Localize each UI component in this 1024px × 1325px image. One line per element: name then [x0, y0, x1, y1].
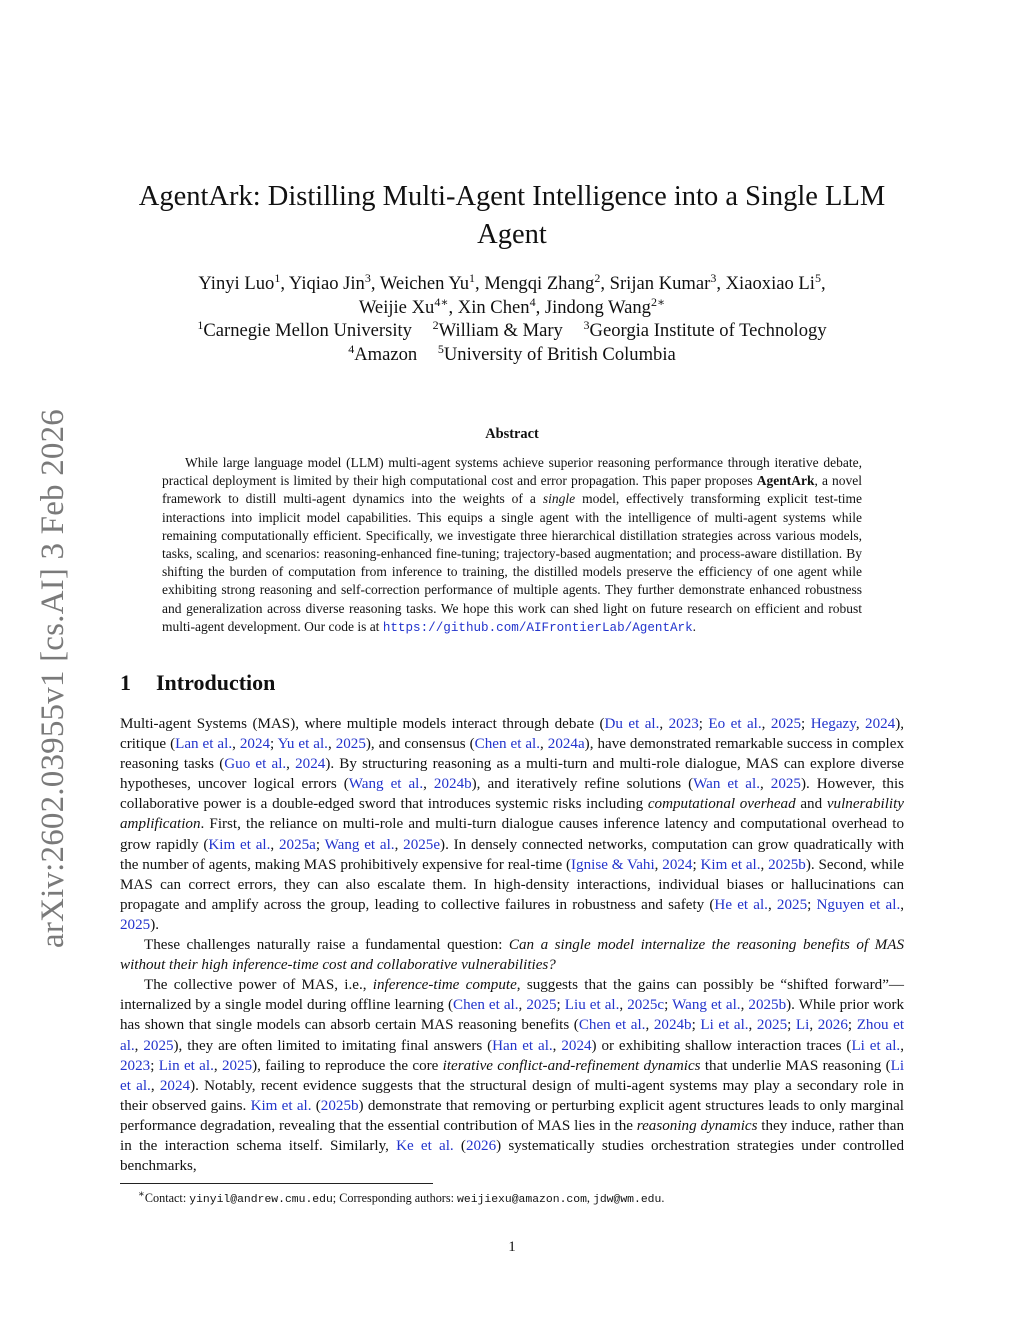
author-affiliation-mark: 1: [469, 270, 476, 285]
body-text: ;: [692, 856, 701, 873]
research-question: Can a single model internalize the reasoning benefits of MAS without their high inference-time cost and collaborative vulnerabilities?: [120, 937, 904, 974]
body-text: ,: [855, 716, 866, 732]
citation-link[interactable]: Nguyen et al.: [816, 896, 901, 913]
body-text: ). However, this collaborative power is a double-edged sword that introduces systemic risks including: [120, 776, 905, 813]
body-text: ,: [900, 896, 904, 913]
body-text: ,: [270, 836, 279, 853]
citation-link[interactable]: Li et al.: [120, 1057, 905, 1094]
citation-link[interactable]: 2024a: [547, 736, 585, 753]
body-text: ,: [759, 776, 771, 793]
abstract-text: .: [692, 618, 697, 634]
body-text: ). By structuring reasoning as a multi-turn and multi-role dialogue, MAS can explore diverse hypotheses, uncover logical errors (: [120, 756, 904, 793]
author-affiliation-mark: 4: [529, 294, 536, 309]
author-affiliation-mark: 2∗: [650, 294, 666, 309]
body-text: ,: [150, 1077, 160, 1094]
citation-link[interactable]: Zhou et al.: [120, 1017, 905, 1054]
citation-link[interactable]: Chen et al.: [578, 1017, 646, 1034]
citation-link[interactable]: Wan et al.: [693, 776, 760, 793]
body-text: ,: [809, 1017, 818, 1034]
body-text: ,: [232, 736, 240, 753]
footnote-text: ; Corresponding authors:: [332, 1191, 458, 1206]
body-text: ,: [767, 896, 777, 913]
body-text: ), they are often limited to imitating final answers (: [173, 1037, 493, 1054]
contact-email: yinyil@andrew.cmu.edu: [189, 1194, 333, 1207]
abstract-heading: Abstract: [485, 426, 539, 442]
citation-link[interactable]: 2024: [295, 756, 326, 773]
citation-link[interactable]: 2024: [561, 1037, 592, 1054]
emphasis-text: reasoning dynamics: [636, 1117, 758, 1134]
citation-link[interactable]: 2025: [776, 896, 808, 913]
body-text: they induce, rather than in the interaction schema itself. Similarly,: [120, 1117, 905, 1154]
body-text: (: [453, 1137, 466, 1154]
author-line-1: Yinyi Luo$^1$, Yiqiao Jin$^3$, Weichen Yu$^1$, Mengqi Zhang$^2$, Srijan Kumar$^3$, Xiaoxiao Li$^5$,: [198, 270, 826, 294]
affiliation-mark: 1: [197, 317, 204, 332]
citation-link[interactable]: Li: [795, 1017, 810, 1034]
body-paragraph-3: [120, 975, 904, 1176]
body-text: ). Notably, recent evidence suggests that the structural design of multi-agent systems may play a secondary role in their observed gains.: [120, 1077, 904, 1114]
affiliation-name: Carnegie Mellon University: [203, 320, 412, 341]
author-line-2: Weijie $Xu^{4∗}$, Xin Chen$^4$, Jindong Wang$^{2∗}$: [358, 294, 666, 318]
author-name: Yiqiao Jin: [288, 273, 365, 294]
body-paragraph-1: [120, 714, 904, 935]
citation-link[interactable]: Chen et al.: [453, 997, 519, 1014]
body-text: ;: [691, 1017, 701, 1034]
citation-link[interactable]: Chen et al.: [474, 736, 541, 753]
body-text: ,: [327, 736, 336, 753]
citation-link[interactable]: Du et al.: [604, 716, 660, 732]
citation-link[interactable]: Li et al.: [851, 1037, 901, 1054]
citation-link[interactable]: Wang et al.: [672, 997, 741, 1014]
body-text: ). Second, while MAS can correct errors, they can also escalate them. In high-density interactions, individual biases or hallucinations can propagate and amplify across the group, leading to collective failures in robustness and safety (: [120, 856, 904, 913]
body-text: (: [311, 1097, 321, 1114]
citation-link[interactable]: Kim et al.: [250, 1097, 312, 1114]
body-text: ;: [315, 836, 325, 853]
affiliation-mark: 3: [583, 317, 590, 332]
body-text: ;: [787, 1017, 796, 1034]
citation-link[interactable]: 2025: [120, 916, 151, 933]
footnote-mark: ∗: [138, 1189, 145, 1200]
citation-link[interactable]: 2025e: [403, 836, 441, 853]
body-text: ), critique (: [120, 716, 905, 753]
citation-link[interactable]: 2025: [756, 1017, 788, 1034]
citation-link[interactable]: Ignise & Vahi: [571, 856, 655, 873]
author-name: Yinyi Luo: [198, 273, 275, 294]
body-text: ;: [556, 997, 565, 1014]
body-text: ;: [270, 736, 278, 753]
body-text: and: [795, 796, 827, 813]
body-text: ), and consensus (: [365, 736, 475, 753]
citation-link[interactable]: 2025: [526, 997, 557, 1014]
author-name: Jindong Wang: [544, 296, 651, 318]
body-text: ,: [748, 1017, 757, 1034]
body-text: ), have demonstrated remarkable success in complex reasoning tasks (: [120, 736, 904, 773]
citation-link[interactable]: 2025: [143, 1037, 174, 1054]
affiliation-line-1: [120, 319, 904, 343]
body-text: ,: [900, 1037, 904, 1054]
body-text: ,: [654, 856, 663, 873]
footnote-text: .: [661, 1191, 665, 1206]
author-affiliation-mark: 5: [814, 270, 821, 285]
body-text: that underlie MAS reasoning (: [700, 1057, 891, 1074]
body-text: ).: [150, 916, 159, 933]
body-text: ) demonstrate that removing or perturbing explicit agent structures leads to only marginal performance degradation, revealing that the essential contribution of MAS lies in the: [120, 1097, 904, 1134]
author-name: Srijan Kumar: [609, 273, 711, 294]
arxiv-identifier-stamp: arXiv:2602.03955v1 [cs.AI] 3 Feb 2026: [35, 409, 71, 948]
author-affiliation-mark: 4∗: [434, 294, 449, 309]
citation-link[interactable]: Li et al.: [700, 1017, 749, 1034]
author-name: Mengqi Zhang: [484, 273, 595, 294]
citation-link[interactable]: 2024: [159, 1077, 191, 1094]
corresponding-email: jdw@wm.edu: [593, 1194, 662, 1207]
body-text: ,: [540, 736, 548, 753]
citation-link[interactable]: Lan et al.: [175, 736, 233, 753]
emphasis-text: computational overhead: [647, 796, 796, 813]
section-number: 1: [120, 670, 131, 695]
citation-link[interactable]: Yu et al.: [277, 736, 328, 753]
affiliation-mark: 2: [432, 317, 439, 332]
citation-link[interactable]: 2025: [770, 776, 801, 793]
body-text: ;: [150, 1057, 159, 1074]
citation-link[interactable]: 2023: [120, 1057, 151, 1074]
affiliation-name: William & Mary: [438, 320, 563, 341]
citation-link[interactable]: 2025c: [627, 997, 665, 1014]
body-text: ,: [286, 756, 296, 773]
code-repository-link[interactable]: https://github.com/AIFrontierLab/AgentArk: [382, 620, 693, 635]
body-text: ,: [740, 997, 749, 1014]
author-affiliation-mark: 1: [274, 270, 281, 285]
author-name: Xin Chen: [457, 296, 530, 318]
abstract-paragraph: [162, 454, 862, 637]
affiliation-line-2: [120, 343, 904, 367]
paper-title: AgentArk: Distilling Multi-Agent Intelligence into a Single LLM Agent: [138, 181, 886, 250]
author-affiliation-mark: 3: [364, 270, 371, 285]
citation-link[interactable]: He et al.: [714, 896, 768, 913]
citation-link[interactable]: 2025b: [320, 1097, 359, 1114]
body-text: ,: [761, 716, 771, 732]
body-text: ). While prior work has shown that single models can absorb certain MAS reasoning benefits (: [120, 997, 905, 1034]
body-text: ,: [394, 836, 404, 853]
body-text: ,: [213, 1057, 222, 1074]
citation-link[interactable]: Lin et al.: [158, 1057, 214, 1074]
author-affiliation-mark: 2: [594, 270, 601, 285]
affiliation-name: Georgia Institute of Technology: [589, 320, 827, 341]
body-text: The collective power of MAS, i.e.,: [144, 977, 373, 994]
citation-link[interactable]: 2025a: [278, 836, 316, 853]
body-text: ,: [552, 1037, 562, 1054]
affiliation-name: University of British Columbia: [443, 343, 676, 365]
emphasis-text: iterative conflict-and-refinement dynamics: [442, 1057, 701, 1074]
introduction-body: [120, 714, 904, 1176]
citation-link[interactable]: 2025: [770, 716, 802, 732]
citation-link[interactable]: Guo et al.: [224, 756, 287, 773]
citation-link[interactable]: 2026: [817, 1017, 848, 1034]
body-text: ;: [807, 896, 817, 913]
citation-link[interactable]: 2026: [465, 1137, 497, 1154]
citation-link[interactable]: Hegazy: [810, 716, 856, 732]
body-text: ;: [664, 997, 673, 1014]
citation-link[interactable]: 2025b: [768, 856, 806, 873]
author-name: Weijie Xu: [358, 296, 435, 318]
author-block: [120, 272, 904, 366]
body-text: . First, the reliance on multi-role and multi-turn dialogue causes inference latency and computational overhead to grow rapidly (: [120, 816, 904, 853]
body-text: ;: [847, 1017, 857, 1034]
abstract-text: , a novel framework to distill multi-agent dynamics into the weights of a: [162, 473, 862, 507]
author-affiliation-mark: 3: [710, 270, 717, 285]
citation-link[interactable]: 2023: [668, 716, 699, 732]
body-paragraph-2: [120, 935, 904, 975]
body-text: ), failing to reproduce the core: [252, 1057, 443, 1074]
citation-link[interactable]: Ke et al.: [396, 1137, 454, 1154]
citation-link[interactable]: Liu et al.: [564, 997, 620, 1014]
corresponding-email: weijiexu@amazon.com: [457, 1194, 587, 1207]
citation-link[interactable]: Eo et al.: [708, 716, 762, 732]
emphasis-text: vulnerability amplification: [120, 796, 904, 833]
body-text: ,: [518, 997, 527, 1014]
section-title: Introduction: [156, 670, 276, 695]
citation-link[interactable]: 2025b: [748, 997, 787, 1014]
body-text: ;: [801, 716, 811, 732]
body-text: ), and iteratively refine solutions (: [471, 776, 694, 793]
body-text: ) or exhibiting shallow interaction traces (: [591, 1037, 852, 1054]
abstract-text: While large language model (LLM) multi-agent systems achieve superior reasoning performance through iterative debate, practical deployment is limited by their high computational cost and error propagation. This paper proposes: [162, 455, 862, 489]
citation-link[interactable]: 2024b: [433, 776, 472, 793]
framework-name: AgentArk: [756, 473, 815, 489]
body-text: ,: [760, 856, 769, 873]
affiliation-mark: 4: [348, 341, 355, 356]
section-heading-introduction: [120, 670, 275, 696]
body-text: ;: [698, 716, 709, 732]
abstract-text: model, effectively transforming explicit test-time interactions into implicit model capabilities. This equips a single agent with the intelligence of multi-agent systems while remaining computationally efficient. Specifically, we investigate three hierarchical distillation strategies across various models, tasks, scaling, and scenarios: reasoning-enhanced fine-tuning; trajectory-based augmentation; and process-aware distillation. By shifting the burden of computation from inference to training, the distilled models preserve the efficiency of one agent while exhibiting strong reasoning and self-correction performance of multiple agents. They further demonstrate enhanced robustness and generalization across diverse reasoning tasks. We hope this work can shed light on future research on efficient and robust multi-agent development. Our code is at: [162, 491, 862, 634]
citation-link[interactable]: 2024: [662, 856, 693, 873]
body-text: , suggests that the gains can possibly be “shifted forward”—internalized by a single model during offline learning (: [120, 977, 904, 1014]
abstract-body: [162, 454, 862, 637]
emphasis-text: inference-time compute: [372, 977, 517, 994]
body-text: ,: [659, 716, 669, 732]
citation-link[interactable]: Wang et al.: [324, 836, 395, 853]
citation-link[interactable]: 2024b: [653, 1017, 692, 1034]
body-text: Multi-agent Systems (MAS), where multiple models interact through debate (: [120, 716, 605, 732]
citation-link[interactable]: Kim et al.: [208, 836, 271, 853]
citation-link[interactable]: Kim et al.: [700, 856, 761, 873]
author-name: Weichen Yu: [379, 273, 470, 294]
footnote-text: ,: [586, 1191, 593, 1206]
author-name: Xiaoxiao Li: [725, 273, 815, 294]
citation-link[interactable]: Wang et al.: [348, 776, 424, 793]
emphasis-text: single: [542, 491, 576, 507]
body-text: ). In densely connected networks, computation can grow quadratically with the number of agents, making MAS prohibitively expensive for real-time (: [120, 836, 905, 873]
citation-link[interactable]: 2024: [865, 716, 896, 732]
body-text: ,: [423, 776, 434, 793]
body-text: ,: [134, 1037, 144, 1054]
affiliation-mark: 5: [437, 341, 444, 356]
affiliation-name: Amazon: [354, 343, 418, 365]
citation-link[interactable]: 2024: [239, 736, 271, 753]
footnote-contact: [120, 1187, 904, 1208]
citation-link[interactable]: 2025: [335, 736, 366, 753]
citation-link[interactable]: Han et al.: [492, 1037, 553, 1054]
body-text: ,: [619, 997, 628, 1014]
body-text: ,: [645, 1017, 654, 1034]
footnote-label: Contact:: [144, 1191, 190, 1206]
body-text: ) systematically studies orchestration strategies under controlled benchmarks,: [120, 1137, 904, 1175]
page-number: 1: [508, 1239, 516, 1255]
citation-link[interactable]: 2025: [221, 1057, 253, 1074]
body-text: These challenges naturally raise a fundamental question:: [144, 937, 509, 954]
footnote-divider: [120, 1183, 433, 1184]
